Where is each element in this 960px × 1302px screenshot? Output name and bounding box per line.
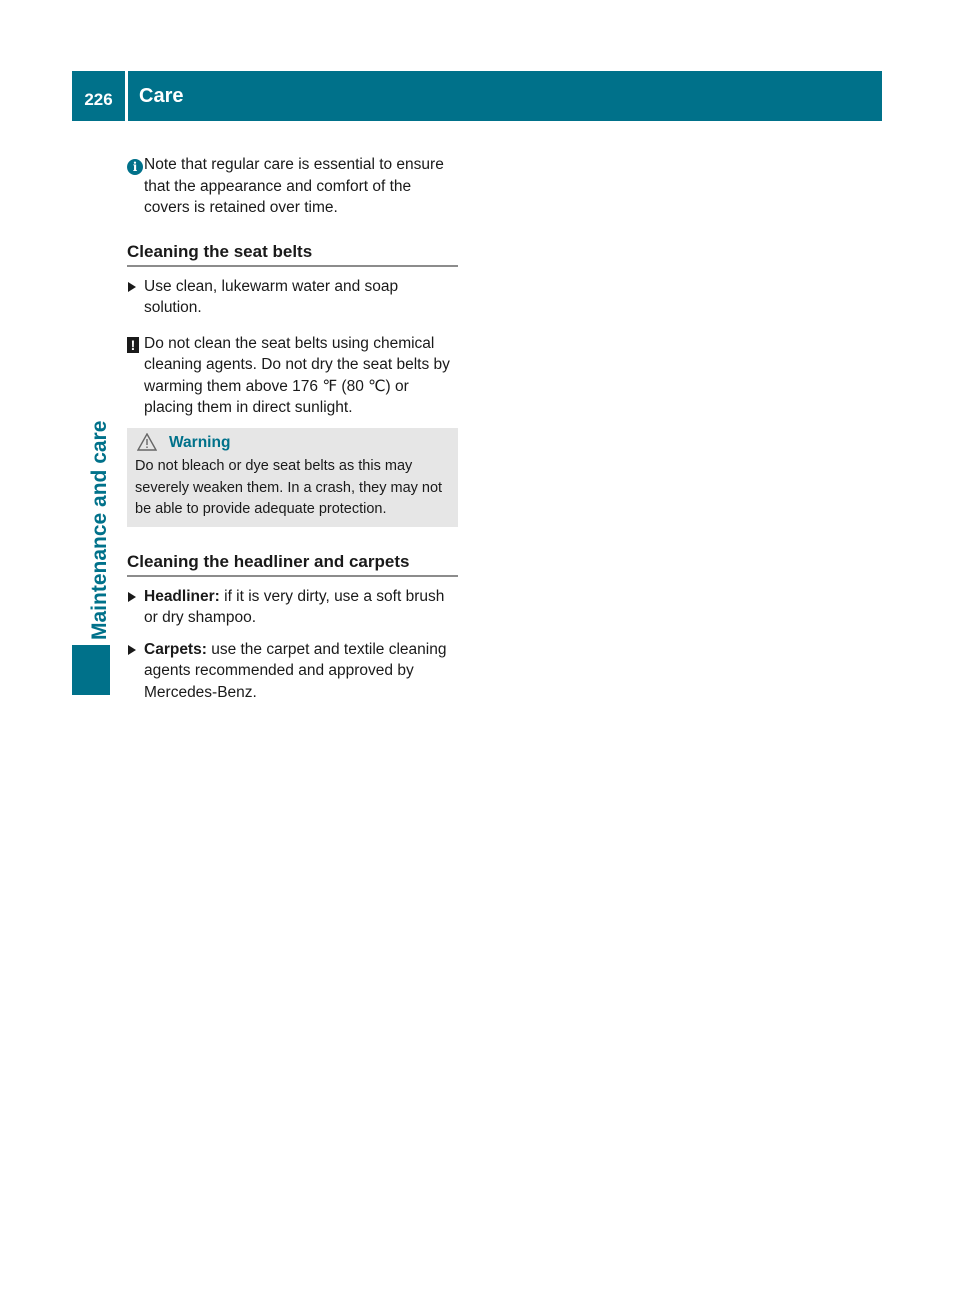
arrow-right-icon — [128, 645, 136, 655]
step-seat-belts — [127, 276, 458, 319]
step-text: if it is very dirty, use a soft brush or dry shampoo. — [144, 587, 445, 626]
page-number: 226 — [84, 90, 113, 109]
heading-seat-belts: Cleaning the seat belts — [127, 241, 458, 267]
arrow-right-icon — [128, 282, 136, 292]
caution-text: Do not clean the seat belts using chemical cleaning agents. Do not dry the seat belts by warming them above 176 ℉ (80 ℃) or placing them in direct sunlight. — [144, 334, 450, 416]
caution-note — [127, 333, 458, 419]
warning-title-text: Warning — [169, 433, 231, 451]
arrow-right-icon — [128, 592, 136, 602]
step-label: Headliner: — [144, 587, 220, 605]
header-bar — [72, 71, 882, 121]
step-carpets — [127, 639, 458, 704]
info-note-text: Note that regular care is essential to ensure that the appearance and comfort of the covers is retained over time. — [144, 156, 444, 216]
side-tab-block — [72, 645, 110, 695]
step-text: Use clean, lukewarm water and soap solution. — [144, 277, 399, 316]
warning-text: Do not bleach or dye seat belts as this may severely weaken them. In a crash, they may not be able to provide adequate protection. — [135, 458, 443, 517]
warning-title — [137, 432, 450, 454]
info-icon: i — [127, 159, 143, 175]
header-divider — [125, 71, 128, 121]
heading-headliner-carpets: Cleaning the headliner and carpets — [127, 551, 458, 577]
exclamation-icon: ! — [127, 337, 139, 353]
warning-box — [127, 428, 458, 527]
side-tab-label: Maintenance and care — [88, 420, 111, 640]
step-text: use the carpet and textile cleaning agents recommended and approved by Mercedes-Benz. — [144, 640, 447, 701]
step-headliner — [127, 586, 458, 629]
page-content — [127, 154, 458, 703]
info-note — [127, 154, 458, 219]
warning-triangle-icon — [137, 433, 157, 451]
section-title: Care — [139, 85, 184, 107]
step-label: Carpets: — [144, 640, 207, 658]
